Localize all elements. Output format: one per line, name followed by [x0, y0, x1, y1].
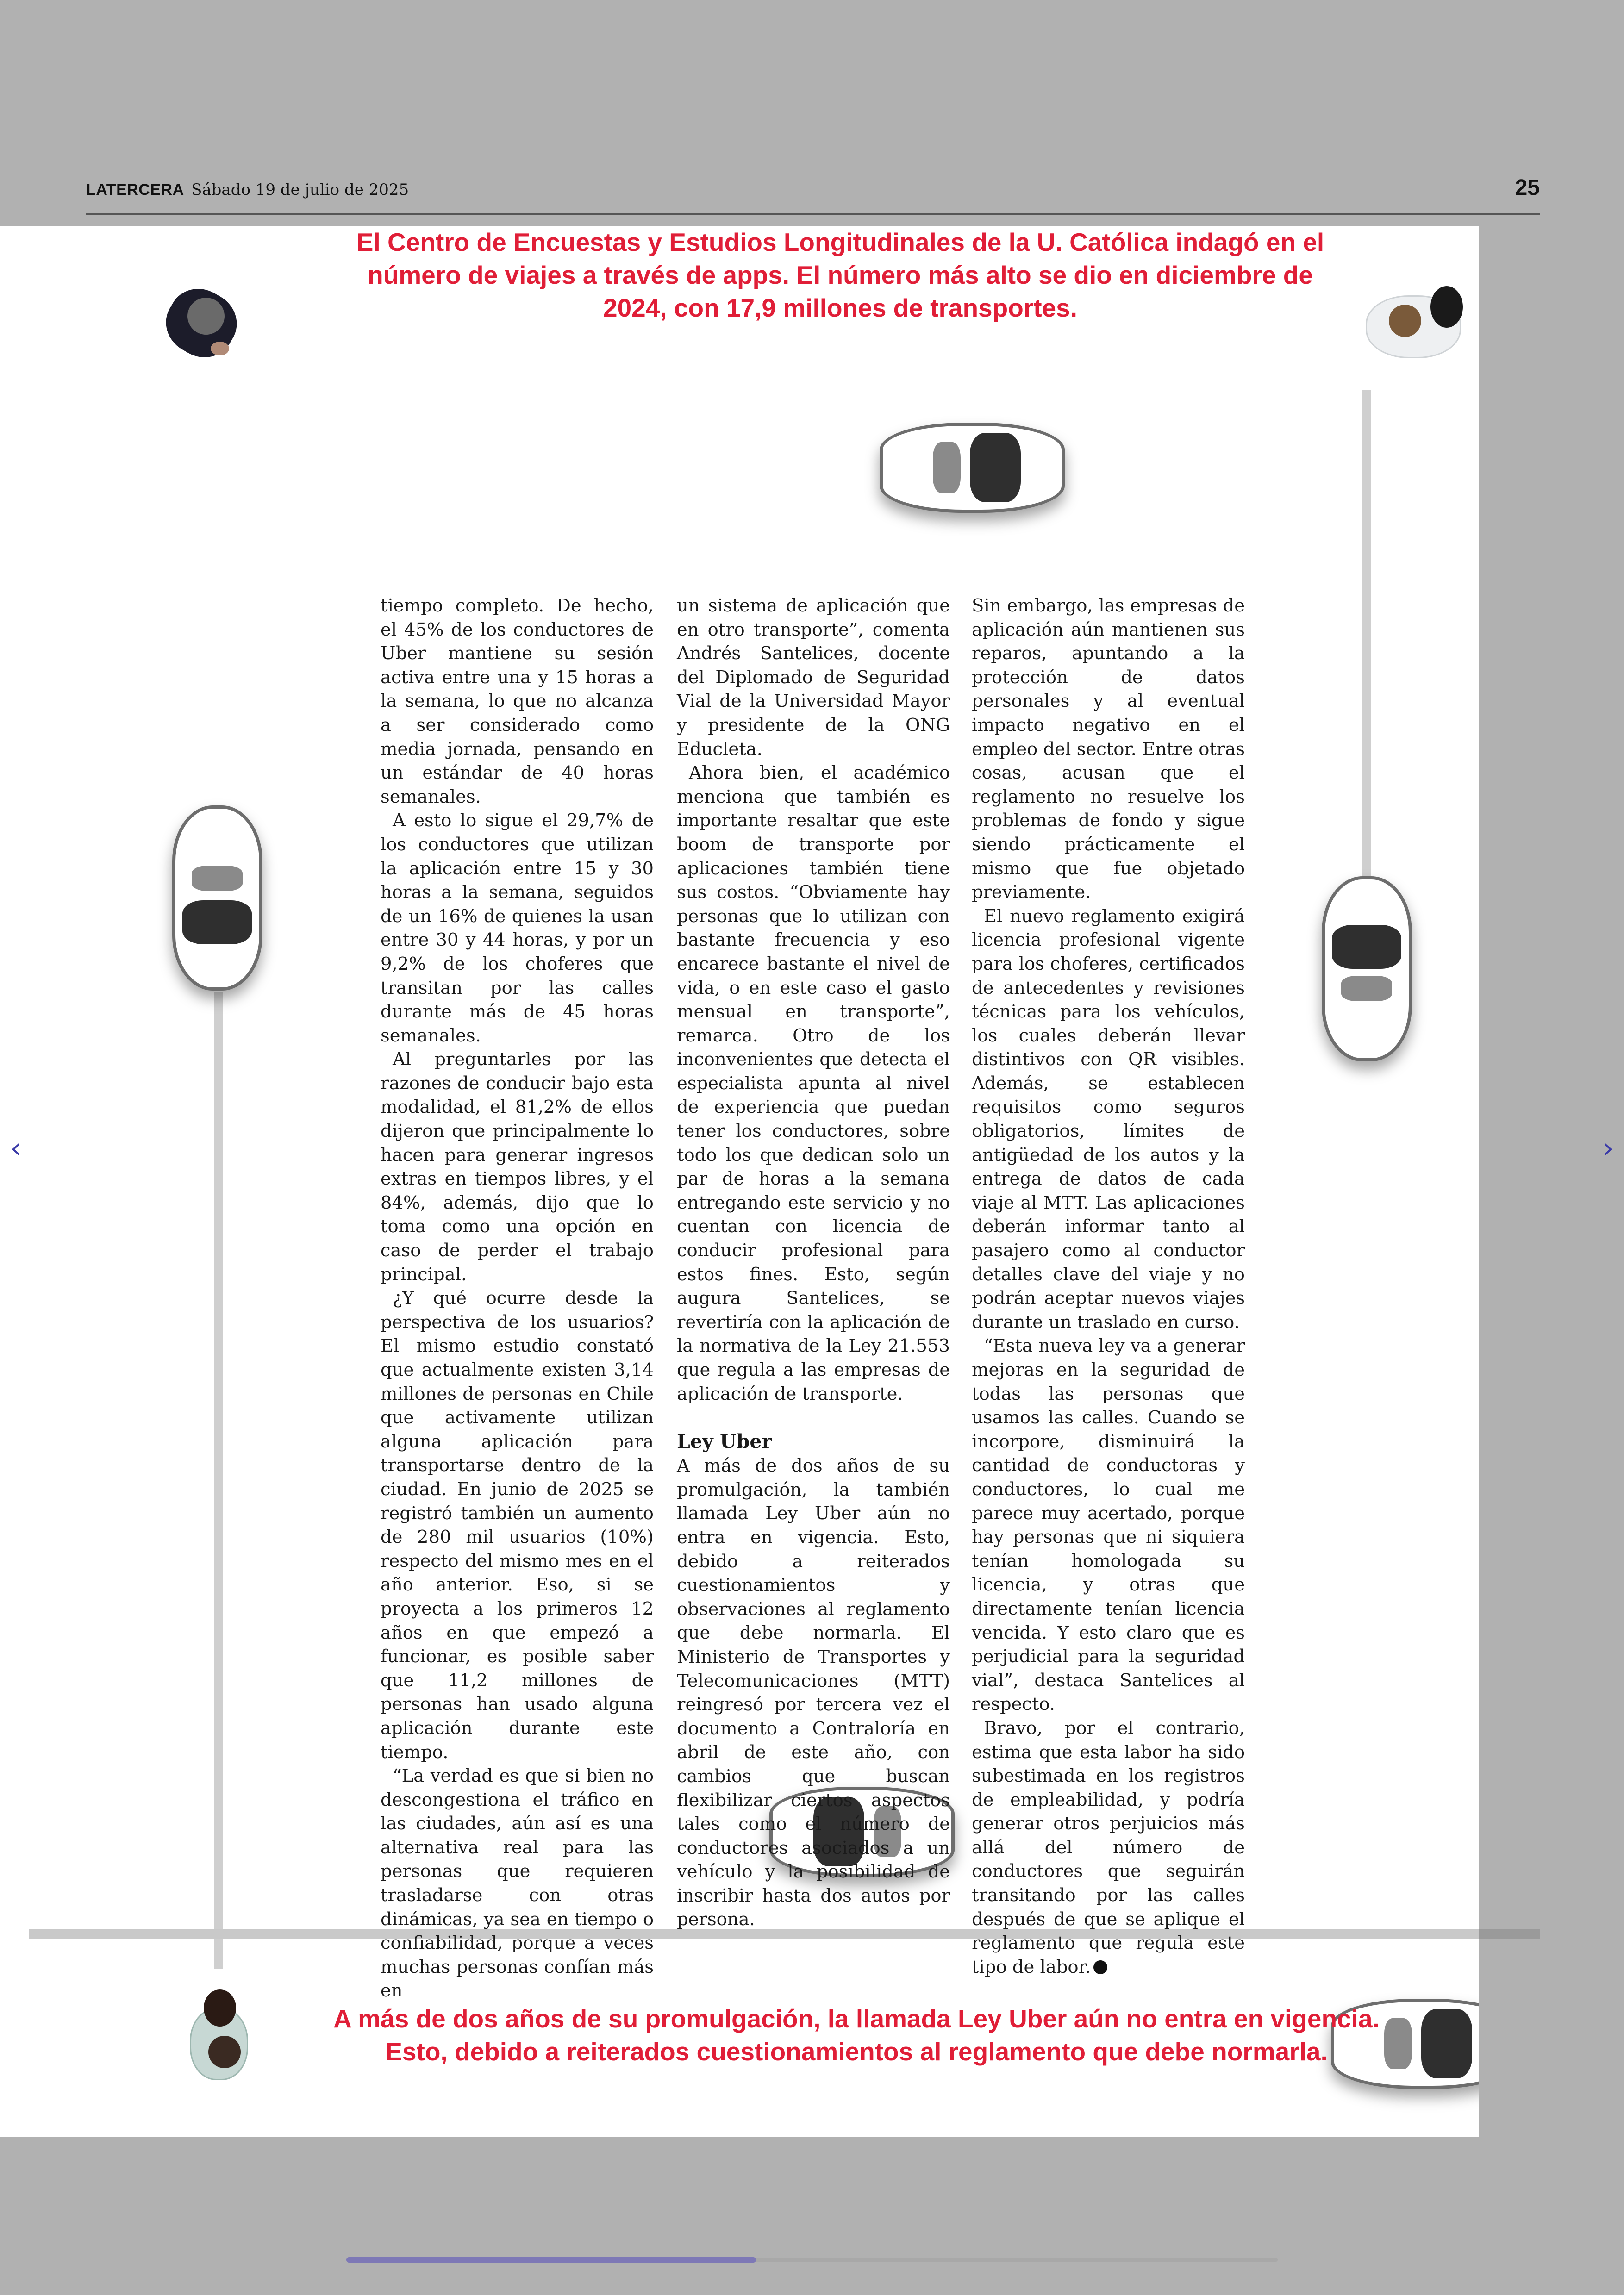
paragraph: “La verdad es que si bien no descongestiona el tráfico en las ciudades, aún así es una alternativa real para las personas que requieren trasladarse con otras dinámicas, ya sea en tiempo o confiabilidad, porque a veces muchas personas confían más en — [381, 1765, 654, 2002]
road-line-left — [214, 992, 223, 1969]
pedestrian-illustration — [1356, 281, 1472, 365]
paragraph: Ahora bien, el académico menciona que también es importante resaltar que este boom de transporte por aplicaciones también tiene sus costos. “Obviamente hay personas que lo utilizan con bastante frecuencia y eso encarece bastante el nivel de vida, o en este caso el gasto mensual en transporte”, remarca. Otro de los inconvenientes que detecta el especialista apunta al nivel de experiencia que puedan tener los conductores, sobre todo los que dedican solo un par de horas a la semana entregando este servicio y no cuentan con licencia de conducir profesional para estos fines. Esto, según augura Santelices, se revertiría con la aplicación de la normativa de la Ley 21.553 que regula a las empresas de aplicación de transporte. — [677, 762, 950, 1404]
scroll-thumb[interactable] — [346, 2257, 756, 2263]
car-illustration — [172, 805, 262, 991]
brand-name: LATERCERA — [86, 181, 184, 199]
article-column-2 — [677, 594, 950, 1932]
article-body — [381, 594, 1245, 2002]
paragraph — [972, 1716, 1245, 1979]
road-line-shadow — [1479, 1929, 1540, 1939]
paragraph: Al preguntarles por las razones de conducir bajo esta modalidad, el 81,2% de ellos dijeron que principalmente lo hacen para generar ingresos extras en tiempos libres, y el 84%, además, dijo que lo toma como una opción en caso de perder el trabajo principal. — [381, 1049, 654, 1285]
article-column-1 — [381, 594, 654, 2003]
paragraph: A más de dos años de su promulgación, la también llamada Ley Uber aún no entra en vigencia. Esto, debido a reiterados cuestionamientos y observaciones al reglamento que debe normarla. El Ministerio de Transportes y Telecomunicaciones (MTT) reingresó por tercera vez el documento a Contraloría en abril de este año, con cambios que buscan flexibilizar ciertos aspectos tales como el número de conductores asociados a un vehículo y la posibilidad de inscribir hasta dos autos por persona. — [677, 1455, 950, 1930]
header-divider — [86, 213, 1540, 215]
road-line-right — [1362, 390, 1371, 876]
paragraph: ¿Y qué ocurre desde la perspectiva de los usuarios? El mismo estudio constató que actualmente existen 3,14 millones de personas en Chile que activamente utilizan alguna aplicación para transportarse dentro de la ciudad. En junio de 2025 se registró también un aumento de 280 mil usuarios (10%) respecto del mismo mes en el año anterior. Eso, si se proyecta a los primeros 12 años en que empezó a funcionar, es posible saber que 11,2 millones de personas han usado alguna aplicación durante este tiempo. — [381, 1288, 654, 1763]
page-number: 25 — [1515, 175, 1540, 200]
publication-header — [86, 181, 409, 199]
car-illustration — [1322, 876, 1412, 1061]
paragraph-text: Bravo, por el contrario, estima que esta labor ha sido subestimada en los registros de empleabilidad, y podría generar otros perjuicios más allá del número de conductores que seguirán transitando por las calles después de que se aplique el reglamento que regula este tipo de labor. — [972, 1717, 1245, 1977]
pedestrian-illustration — [181, 1980, 264, 2087]
car-illustration — [880, 423, 1065, 513]
next-page-arrow-icon[interactable]: › — [1603, 1132, 1614, 1164]
pull-quote-top: El Centro de Encuestas y Estudios Longitudinales de la U. Católica indagó en el número de viajes a través de apps. El número más alto se dio en diciembre de 2024, con 17,9 millones de transportes. — [356, 228, 1324, 322]
pedestrian-illustration — [162, 272, 255, 365]
paragraph: tiempo completo. De hecho, el 45% de los conductores de Uber mantiene su sesión activa entre una y 15 horas a la semana, lo que no alcanza a ser considerado como media jornada, pensando en un estándar de 40 horas semanales. — [381, 595, 654, 807]
end-of-article-mark — [1093, 1960, 1107, 1974]
paragraph: A esto lo sigue el 29,7% de los conductores que utilizan la aplicación entre 15 y 30 horas a la semana, seguidos de un 16% de quienes la usan entre 30 y 44 horas, y por un 9,2% de los choferes que transitan por las calles durante más de 45 horas semanales. — [381, 810, 654, 1046]
paragraph: un sistema de aplicación que en otro transporte”, comenta Andrés Santelices, docente del Diplomado de Seguridad Vial de la Universidad Mayor y presidente de la ONG Educleta. — [677, 595, 950, 760]
previous-page-arrow-icon[interactable]: ‹ — [10, 1132, 21, 1164]
paragraph: Sin embargo, las empresas de aplicación aún mantienen sus reparos, apuntando a la protección de datos personales y al eventual impacto negativo en el empleo del sector. Entre otras cosas, acusan que el reglamento no resuelve los problemas de fondo y sigue siendo prácticamente el mismo que fue objetado previamente. — [972, 595, 1245, 903]
publication-date: Sábado 19 de julio de 2025 — [191, 181, 409, 199]
section-subhead: Ley Uber — [677, 1430, 772, 1453]
pull-quote-bottom: A más de dos años de su promulgación, la llamada Ley Uber aún no entra en vigencia. Esto, debido a reiterados cuestionamientos al reglamento que debe normarla. — [333, 2004, 1380, 2066]
paragraph: El nuevo reglamento exigirá licencia profesional vigente para los choferes, certificados de antecedentes y revisiones técnicas para los vehículos, los cuales deberán llevar distintivos con QR visibles. Además, se establecen requisitos como seguros obligatorios, límites de antigüedad de los autos y la entrega de datos de cada viaje al MTT. Las aplicaciones deberán informar tanto al pasajero como al conductor detalles clave del viaje y no podrán aceptar nuevos viajes durante un traslado en curso. — [972, 905, 1245, 1333]
newspaper-page — [0, 226, 1479, 2137]
article-column-3 — [972, 594, 1245, 1979]
page-header — [86, 175, 1540, 214]
paragraph: “Esta nueva ley va a generar mejoras en la seguridad de todas las personas que usamos las calles. Cuando se incorpore, disminuirá la cantidad de conductoras y conductores, lo cual me parece muy acertado, porque hay personas que ni siquiera tenían homologada su licencia, y otras que directamente tenían licencia vencida. Y esto claro que es perjudicial para la seguridad vial”, destaca Santelices al respecto. — [972, 1335, 1245, 1715]
